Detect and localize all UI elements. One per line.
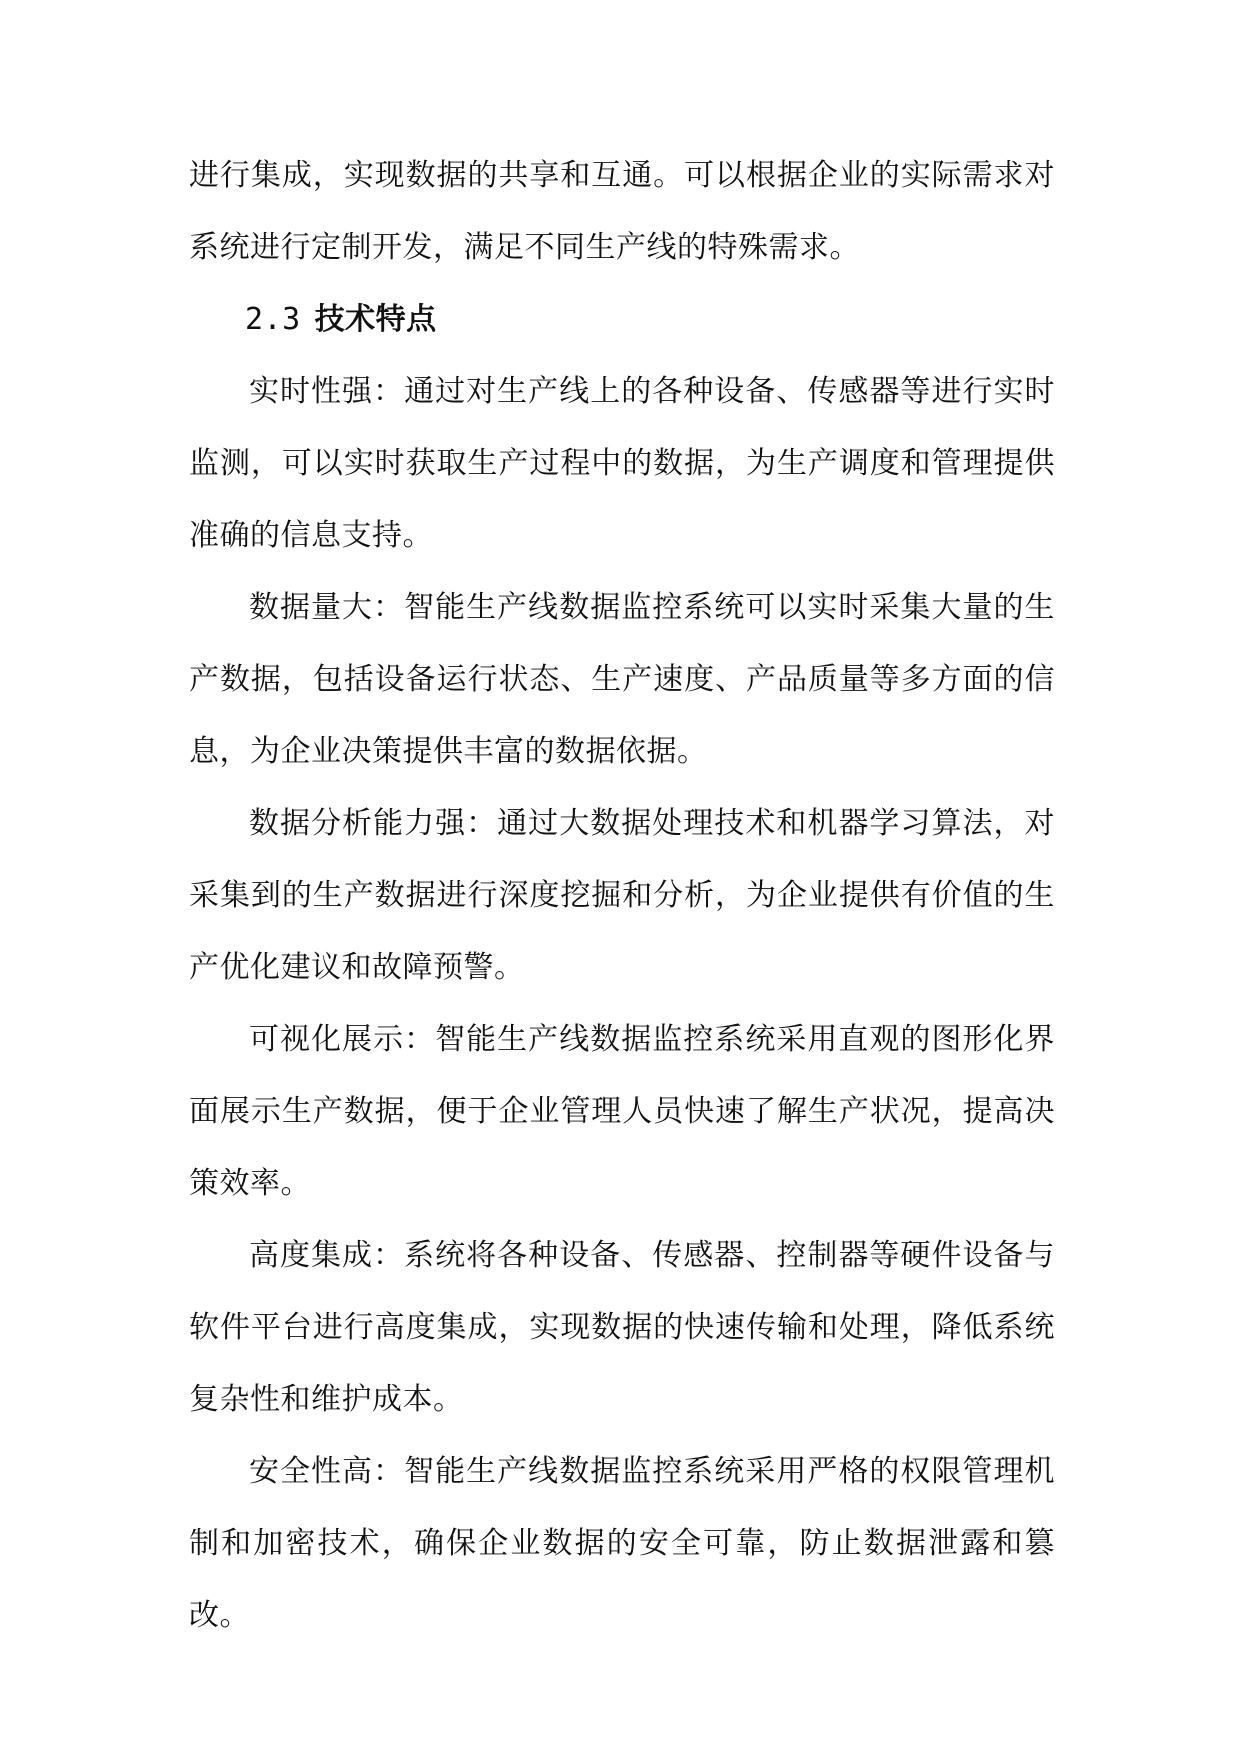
section-number: 2.3 bbox=[245, 302, 301, 337]
paragraph-visualization: 可视化展示：智能生产线数据监控系统采用直观的图形化界面展示生产数据，便于企业管理人员快速了解生产状况，提高决策效率。 bbox=[189, 1022, 1055, 1201]
paragraph-data-volume: 数据量大：智能生产线数据监控系统可以实时采集大量的生产数据，包括设备运行状态、生产速度、产品质量等多方面的信息，为企业决策提供丰富的数据依据。 bbox=[189, 590, 1055, 769]
paragraph-analysis: 数据分析能力强：通过大数据处理技术和机器学习算法，对采集到的生产数据进行深度挖掘和分析，为企业提供有价值的生产优化建议和故障预警。 bbox=[189, 806, 1055, 985]
paragraph-realtime: 实时性强：通过对生产线上的各种设备、传感器等进行实时监测，可以实时获取生产过程中的数据，为生产调度和管理提供准确的信息支持。 bbox=[189, 374, 1055, 553]
section-title: 技术特点 bbox=[314, 302, 437, 337]
paragraph-security: 安全性高：智能生产线数据监控系统采用严格的权限管理机制和加密技术，确保企业数据的安全可靠，防止数据泄露和篡改。 bbox=[189, 1454, 1055, 1633]
continuation-paragraph: 进行集成，实现数据的共享和互通。可以根据企业的实际需求对系统进行定制开发，满足不同生产线的特殊需求。 bbox=[189, 158, 1055, 265]
section-heading bbox=[189, 284, 1055, 356]
document-page bbox=[189, 140, 1055, 1652]
paragraph-integration: 高度集成：系统将各种设备、传感器、控制器等硬件设备与软件平台进行高度集成，实现数据的快速传输和处理，降低系统复杂性和维护成本。 bbox=[189, 1238, 1055, 1417]
